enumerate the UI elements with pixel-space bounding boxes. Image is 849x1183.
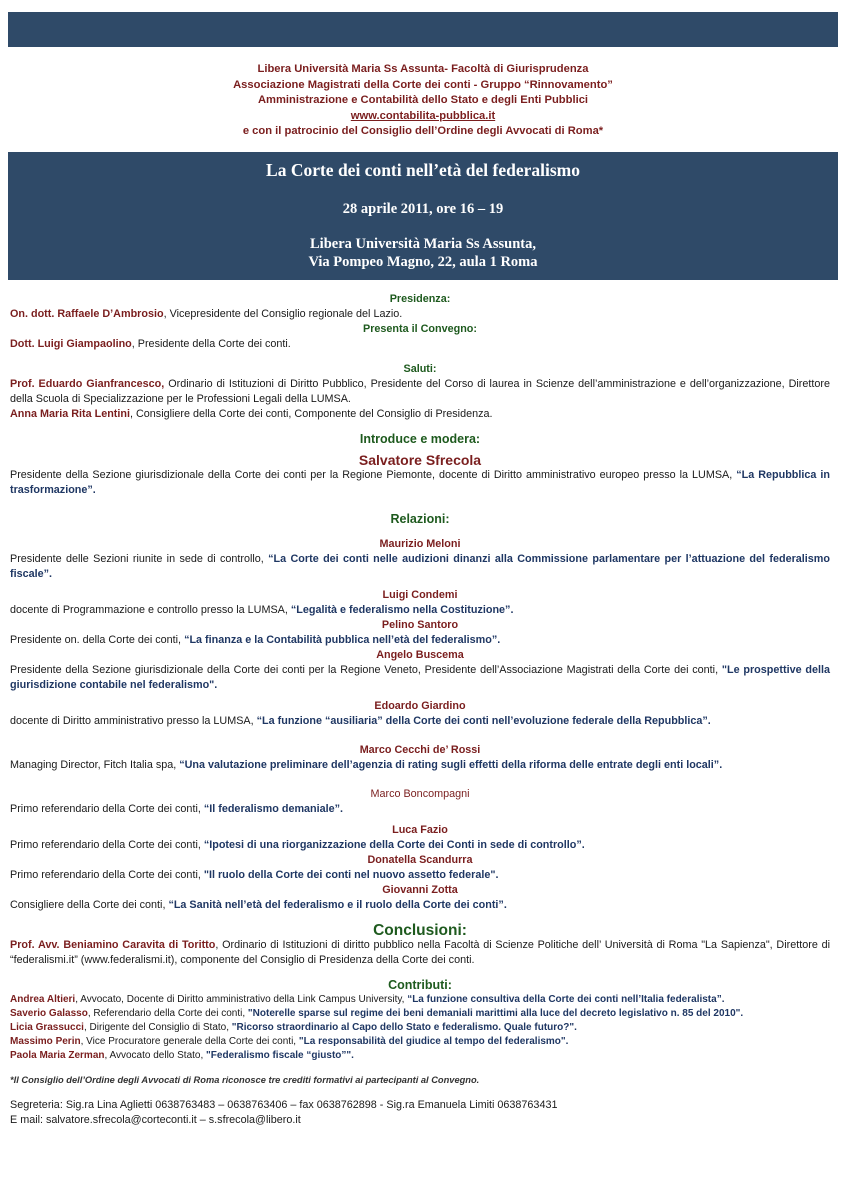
speaker-role: Primo referendario della Corte dei conti, xyxy=(10,869,204,881)
talk-title: "Ricorso straordinario al Capo dello Stato e federalismo. Quale futuro?". xyxy=(231,1022,577,1033)
speaker-role: docente di Programmazione e controllo presso la LUMSA, xyxy=(10,604,291,616)
federalismi-link[interactable]: www.federalismi.it xyxy=(84,954,171,966)
speaker-role: , Vicepresidente del Consiglio regionale del Lazio. xyxy=(163,308,403,320)
presenta-entry xyxy=(10,337,830,352)
speaker-name: Angelo Buscema xyxy=(376,649,464,661)
speaker-name: Saverio Galasso xyxy=(10,1008,88,1019)
relazione-entry xyxy=(10,633,830,648)
top-color-bar xyxy=(8,12,838,47)
talk-title: “Il federalismo demaniale”. xyxy=(203,803,344,815)
saluti-entry xyxy=(10,407,830,422)
contributo-entry xyxy=(10,1049,830,1063)
footnote: *Il Consiglio dell’Ordine degli Avvocati di Roma riconosce tre crediti formativi ai partecipanti al Convegno. xyxy=(10,1075,480,1085)
venue-line: Libera Università Maria Ss Assunta, xyxy=(310,236,536,252)
speaker-role: ), componente del Consiglio di Presidenza della Corte dei conti. xyxy=(170,954,475,966)
segreteria-line: Segreteria: Sig.ra Lina Aglietti 0638763483 – 0638763406 – fax 0638762898 - Sig.ra Emanuela Limiti 0638763431 xyxy=(10,1099,558,1111)
talk-title: “Una valutazione preliminare dell’agenzia di rating sugli effetti della riforma delle entrate degli enti locali”. xyxy=(179,759,723,771)
relazione-entry xyxy=(10,838,830,853)
speaker-role: , Avvocato, Docente di Diritto amministrativo della Link Campus University, xyxy=(75,994,408,1005)
speaker-name: Dott. Luigi Giampaolino xyxy=(10,338,132,350)
relazione-entry xyxy=(10,603,830,618)
contributi-heading: Contributi: xyxy=(388,978,452,992)
speaker-role: Presidente della Sezione giurisdizionale della Corte dei conti per la Regione Veneto, Presidente dell’Associazione Magistrati della Corte dei conti, xyxy=(10,664,722,676)
moderatore-name: Salvatore Sfrecola xyxy=(358,452,482,468)
contributo-entry xyxy=(10,1035,830,1049)
relazione-entry xyxy=(10,663,830,693)
organizers xyxy=(8,62,838,140)
speaker-name: Prof. Avv. Beniamino Caravita di Toritto xyxy=(10,939,216,951)
relazione-entry xyxy=(10,552,830,582)
talk-title: “Legalità e federalismo nella Costituzione”. xyxy=(290,604,514,616)
speaker-name: Anna Maria Rita Lentini xyxy=(10,408,130,420)
speaker-name: Edoardo Giardino xyxy=(374,700,466,712)
relazione-entry xyxy=(10,898,830,913)
saluti-entry xyxy=(10,377,830,407)
speaker-name: Massimo Perin xyxy=(10,1036,81,1047)
speaker-role: Presidente on. della Corte dei conti, xyxy=(10,634,185,646)
talk-title: "Il ruolo della Corte dei conti nel nuovo assetto federale". xyxy=(203,869,499,881)
speaker-role: , Referendario della Corte dei conti, xyxy=(87,1008,248,1019)
talk-title: “La funzione “ausiliaria” della Corte dei conti nell’evoluzione federale della Repubblica”. xyxy=(256,715,711,727)
speaker-name: Paola Maria Zerman xyxy=(10,1050,105,1061)
speaker-name: Luca Fazio xyxy=(392,824,448,836)
program-body xyxy=(10,292,830,1128)
speaker-role: , Vice Procuratore generale della Corte dei conti, xyxy=(80,1036,299,1047)
org-line: Amministrazione e Contabilità dello Stato e degli Enti Pubblici xyxy=(257,94,589,106)
contributi-list xyxy=(10,993,830,1063)
contributo-entry xyxy=(10,1021,830,1035)
event-title: La Corte dei conti nell’età del federalismo xyxy=(266,160,580,180)
speaker-role: Ordinario di Istituzioni di Diritto Pubblico, Presidente del Corso di laurea in Scienze dell’amministrazione e dell’organizzazione, Direttore della Scuola di Specializzazione per le Professioni Legali della LUMSA. xyxy=(10,378,831,405)
event-date: 28 aprile 2011, ore 16 – 19 xyxy=(342,201,504,217)
moderatore-entry xyxy=(10,468,830,498)
presidenza-entry xyxy=(10,307,830,322)
speaker-name: Marco Cecchi de’ Rossi xyxy=(359,744,481,756)
speaker-name: Pelino Santoro xyxy=(381,619,459,631)
conclusioni-heading: Conclusioni: xyxy=(373,922,467,939)
speaker-role: Primo referendario della Corte dei conti, xyxy=(10,839,204,851)
speaker-role: , Presidente della Corte dei conti. xyxy=(131,338,291,350)
speaker-role: docente di Diritto amministrativo presso la LUMSA, xyxy=(10,715,257,727)
moderatore-heading: Introduce e modera: xyxy=(359,432,481,446)
speaker-role: , Dirigente del Consiglio di Stato, xyxy=(83,1022,232,1033)
talk-title: “La funzione consultiva della Corte dei conti nell’Italia federalista”. xyxy=(407,994,725,1005)
title-banner xyxy=(8,152,838,280)
org-line: Associazione Magistrati della Corte dei conti - Gruppo “Rinnovamento” xyxy=(233,78,613,91)
relazione-entry xyxy=(10,802,830,817)
relazione-entry xyxy=(10,868,830,883)
talk-title: "La responsabilità del giudice al tempo del federalismo". xyxy=(298,1036,569,1047)
contributo-entry xyxy=(10,993,830,1007)
patronage-line: e con il patrocinio del Consiglio dell’Ordine degli Avvocati di Roma* xyxy=(242,125,604,137)
venue-line: Via Pompeo Magno, 22, aula 1 Roma xyxy=(308,253,538,270)
speaker-name: Licia Grassucci xyxy=(10,1022,84,1033)
speaker-role: , Consigliere della Corte dei conti, Componente del Consiglio di Presidenza. xyxy=(129,408,493,420)
talk-title: “La Repubblica in trasformazione”. xyxy=(10,469,830,496)
speaker-role: Consigliere della Corte dei conti, xyxy=(10,899,169,911)
contributo-entry xyxy=(10,1007,830,1021)
speaker-name: On. dott. Raffaele D’Ambrosio xyxy=(10,308,164,320)
speaker-role: , Ordinario di Istituzioni di diritto pubblico nella Facoltà di Scienze Politiche dell’ Università di Roma "La Sapienza", Direttore di “federalismi.it” ( xyxy=(10,939,830,966)
speaker-role: Presidente della Sezione giurisdizionale della Corte dei conti per la Regione Piemonte, docente di Diritto amministrativo europeo presso la LUMSA, xyxy=(10,469,737,481)
email-line: E mail: salvatore.sfrecola@corteconti.it – s.sfrecola@libero.it xyxy=(10,1114,301,1126)
speaker-role: , Avvocato dello Stato, xyxy=(104,1050,207,1061)
speaker-name: Marco Boncompagni xyxy=(370,788,470,800)
speaker-role: Primo referendario della Corte dei conti, xyxy=(10,803,204,815)
relazioni-heading: Relazioni: xyxy=(390,512,450,526)
event-venue xyxy=(8,236,838,271)
speaker-role: Managing Director, Fitch Italia spa, xyxy=(10,759,180,771)
relazione-entry xyxy=(10,758,830,773)
talk-title: “La Sanità nell’età del federalismo e il ruolo della Corte dei conti”. xyxy=(168,899,507,911)
talk-title: “La finanza e la Contabilità pubblica nell’età del federalismo”. xyxy=(184,634,501,646)
speaker-name: Andrea Altieri xyxy=(10,994,76,1005)
website-link[interactable]: www.contabilita-pubblica.it xyxy=(350,109,496,122)
talk-title: "Noterelle sparse sul regime dei beni demaniali marittimi alla luce del decreto legislativo n. 85 del 2010". xyxy=(247,1008,744,1019)
speaker-name: Maurizio Meloni xyxy=(379,538,461,550)
speaker-name: Luigi Condemi xyxy=(382,589,458,601)
talk-title: “Ipotesi di una riorganizzazione della Corte dei Conti in sede di controllo”. xyxy=(203,839,585,851)
relazione-entry xyxy=(10,714,830,729)
presidenza-heading: Presidenza: xyxy=(389,293,451,305)
speaker-role: Presidente delle Sezioni riunite in sede di controllo, xyxy=(10,553,269,565)
speaker-name: Prof. Eduardo Gianfrancesco, xyxy=(10,378,165,390)
org-line: Libera Università Maria Ss Assunta- Facoltà di Giurisprudenza xyxy=(257,63,589,75)
speaker-name: Donatella Scandurra xyxy=(367,854,473,866)
conclusioni-entry xyxy=(10,938,830,968)
talk-title: "Le prospettive della giurisdizione contabile nel federalismo". xyxy=(10,664,830,691)
talk-title: “La Corte dei conti nelle audizioni dinanzi alla Commissione parlamentare per l’attuazione del federalismo fiscale”. xyxy=(10,553,830,580)
saluti-heading: Saluti: xyxy=(403,363,437,375)
speaker-name: Giovanni Zotta xyxy=(382,884,458,896)
presenta-heading: Presenta il Convegno: xyxy=(363,323,477,335)
talk-title: "Federalismo fiscale “giusto”". xyxy=(206,1050,354,1061)
